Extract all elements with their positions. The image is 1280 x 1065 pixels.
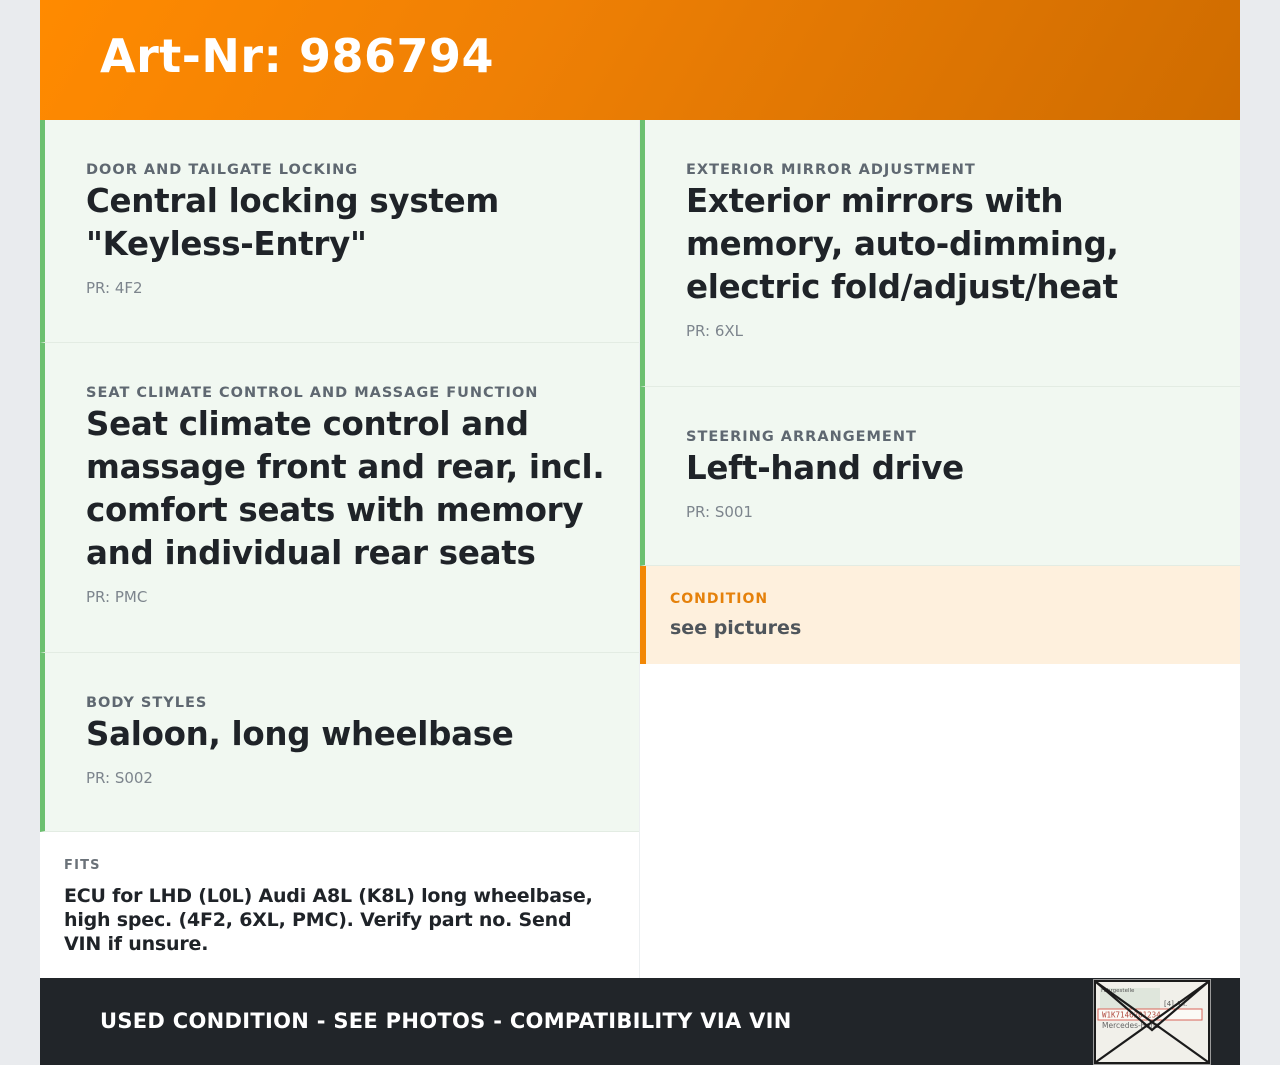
spec-card-seat-climate	[40, 343, 639, 653]
spec-card-value: Saloon, long wheelbase	[86, 715, 514, 753]
spec-card-label: STEERING ARRANGEMENT	[686, 429, 917, 445]
fits-section	[40, 832, 639, 978]
spec-card-pr-code: PR: 6XL	[686, 322, 744, 340]
spec-card-door-locking	[40, 120, 639, 343]
spec-card-pr-code: PR: 4F2	[86, 279, 143, 297]
condition-label: CONDITION	[670, 591, 769, 607]
photo-text-top: Fahrgestelle	[1101, 988, 1135, 994]
photo-brand-text: Mercedes-Benz	[1102, 1021, 1159, 1030]
right-column	[640, 120, 1240, 664]
product-sheet	[40, 0, 1240, 1065]
spec-card-label: EXTERIOR MIRROR ADJUSTMENT	[686, 162, 976, 178]
fits-description: ECU for LHD (L0L) Audi A8L (K8L) long wheelbase, high spec. (4F2, 6XL, PMC). Verify part no. Send VIN if unsure.	[64, 885, 593, 955]
spec-card-label: BODY STYLES	[86, 695, 208, 711]
condition-box	[640, 566, 1240, 664]
label-photo-image	[1094, 980, 1210, 1064]
spec-card-exterior-mirrors	[640, 120, 1240, 387]
footer-bar	[40, 978, 1240, 1065]
footer-notice: USED CONDITION - SEE PHOTOS - COMPATIBILITY VIA VIN	[100, 1009, 792, 1033]
spec-card-value: Seat climate control and massage front and rear, incl. comfort seats with memory and individual rear seats	[86, 405, 605, 572]
spec-card-pr-code: PR: PMC	[86, 588, 148, 606]
article-number-title: Art-Nr: 986794	[100, 29, 495, 83]
spec-card-pr-code: PR: S002	[86, 769, 153, 787]
spec-card-label: SEAT CLIMATE CONTROL AND MASSAGE FUNCTION	[86, 385, 539, 401]
photo-vin-text: W1K7146201234	[1102, 1010, 1161, 1020]
spec-card-value: Left-hand drive	[686, 449, 964, 487]
spec-card-label: DOOR AND TAILGATE LOCKING	[86, 162, 359, 178]
spec-card-pr-code: PR: S001	[686, 503, 753, 521]
part-label-photo-thumbnail[interactable]	[1093, 979, 1211, 1065]
spec-card-steering	[640, 387, 1240, 566]
header-banner	[40, 0, 1240, 120]
condition-value: see pictures	[670, 617, 802, 639]
spec-card-value: Central locking system "Keyless-Entry"	[86, 182, 499, 263]
spec-card-value: Exterior mirrors with memory, auto-dimming, electric fold/adjust/heat	[686, 182, 1119, 306]
left-column	[40, 120, 639, 832]
spec-card-body-styles	[40, 653, 639, 832]
fits-label: FITS	[64, 858, 101, 873]
photo-text-small: [4] A.f.	[1164, 1000, 1188, 1008]
